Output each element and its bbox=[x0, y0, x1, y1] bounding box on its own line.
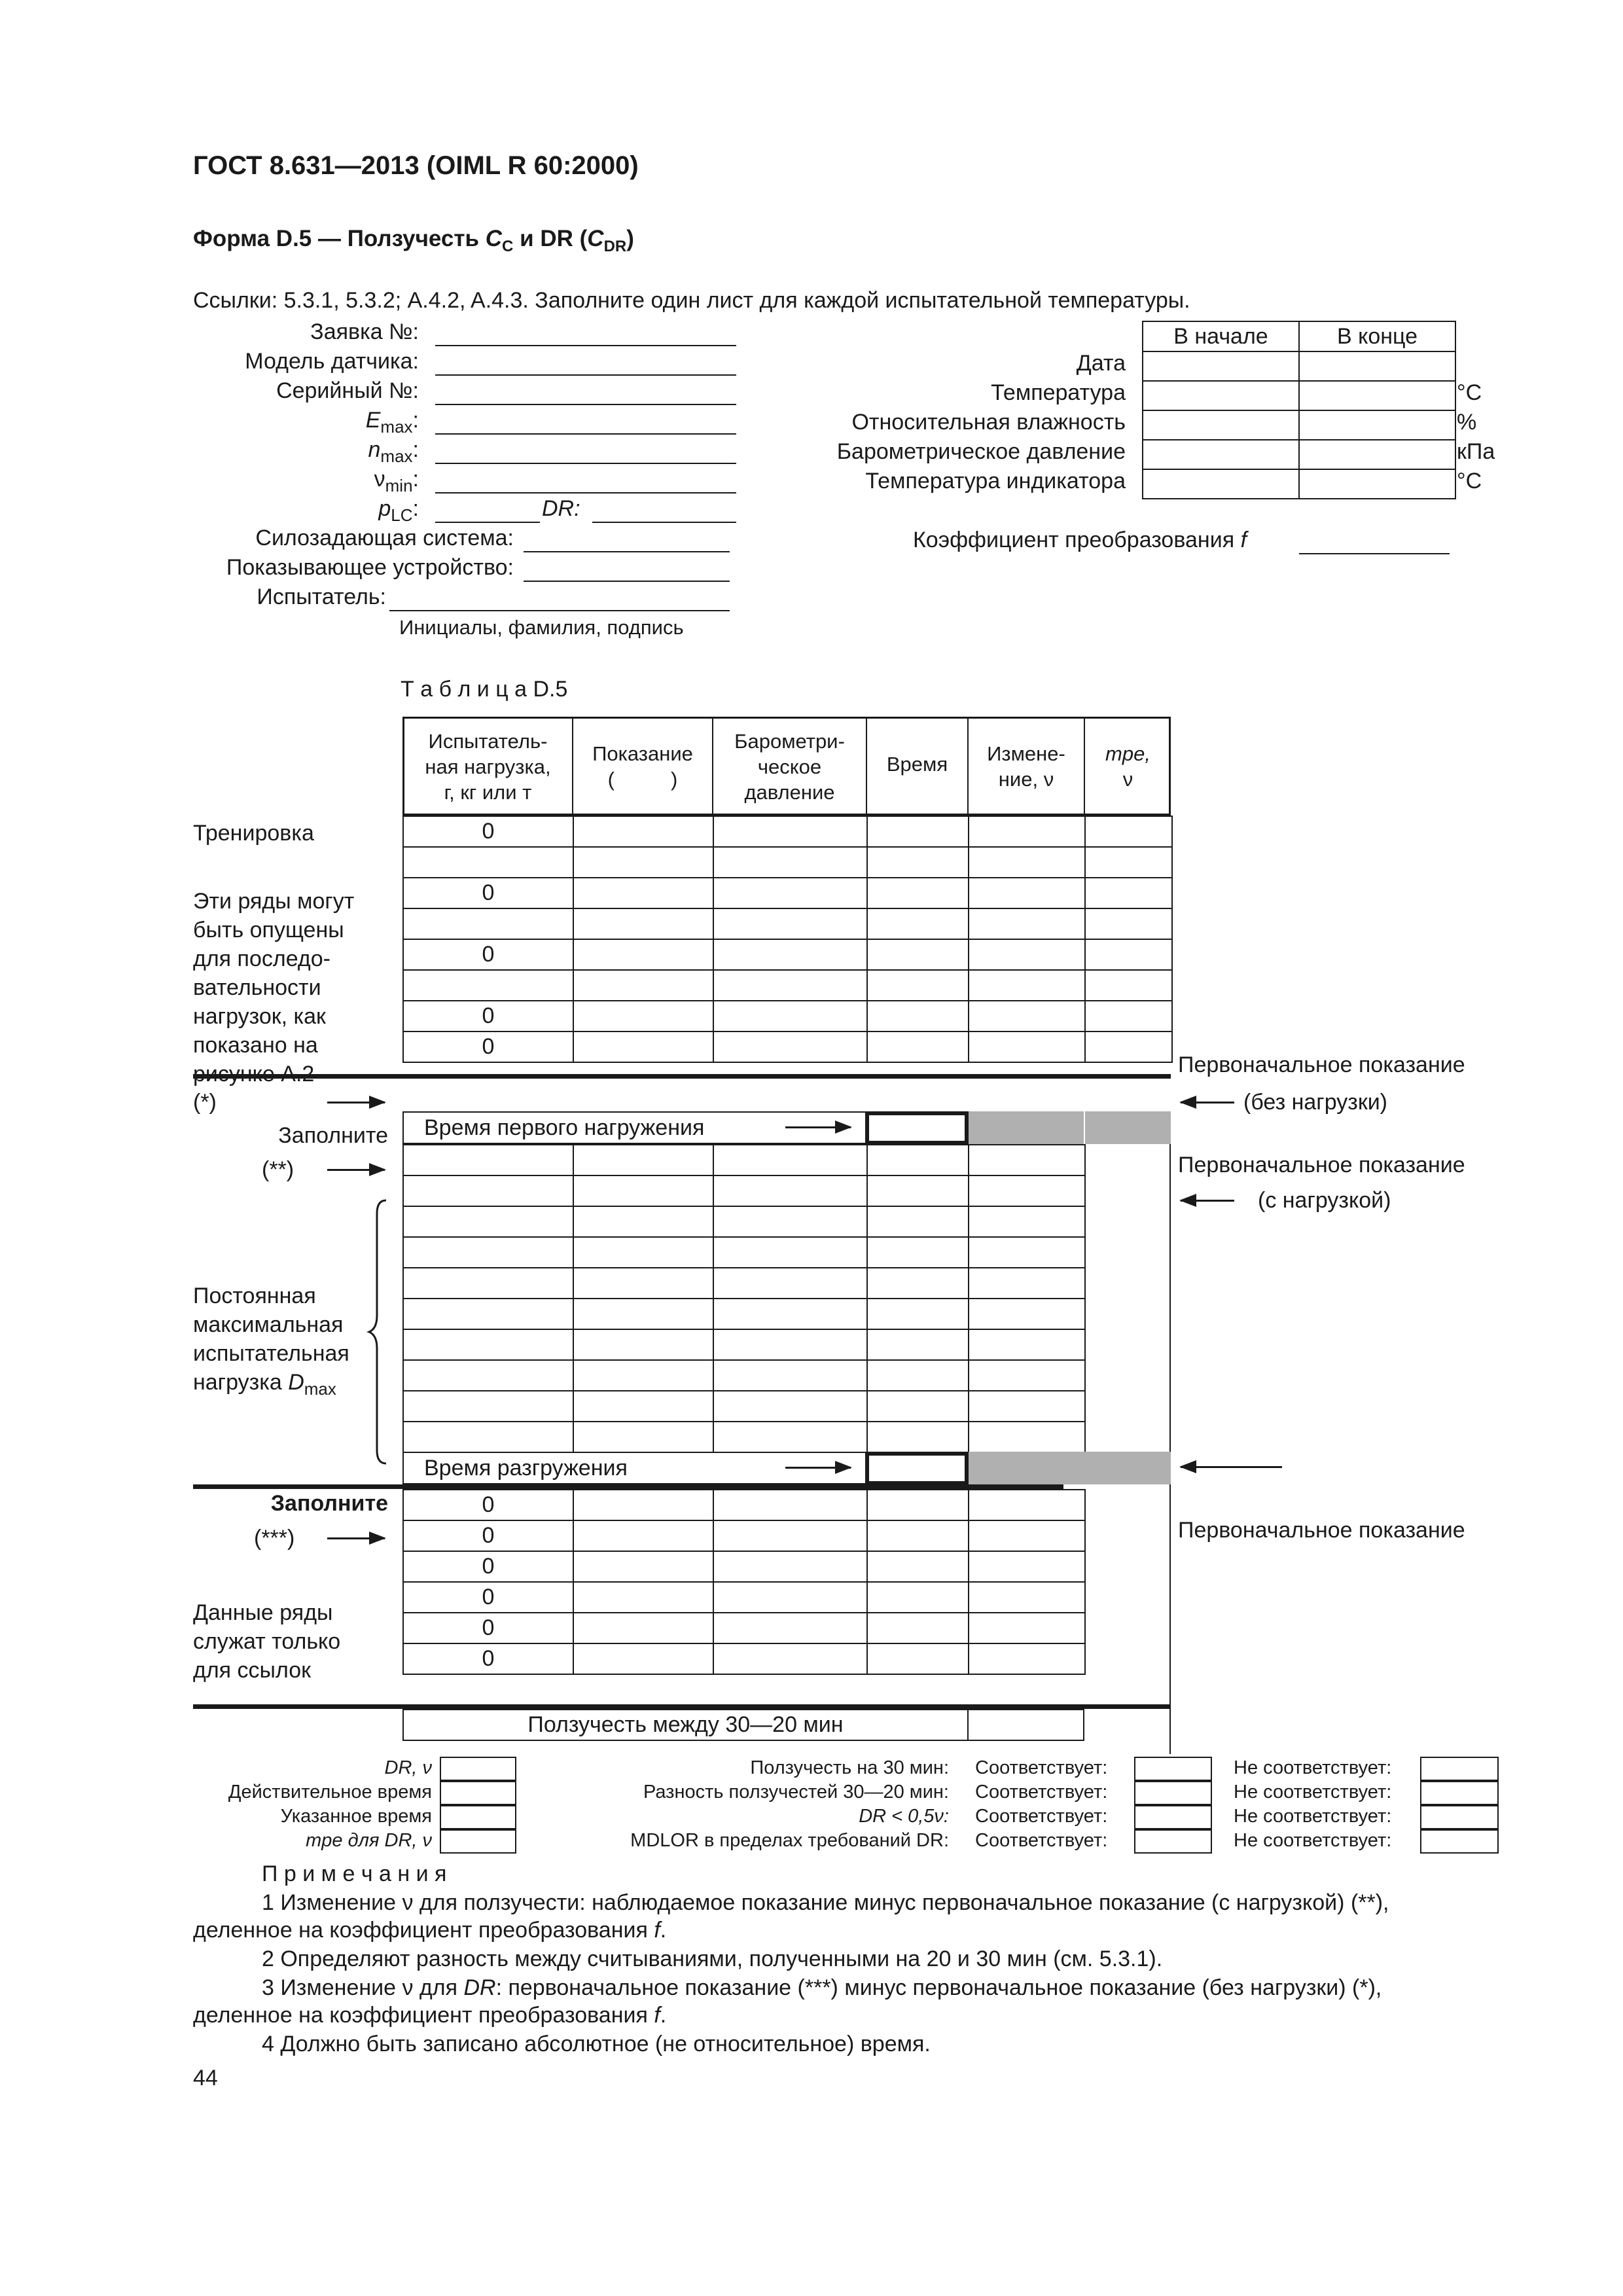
indicator-temp-end-cell[interactable] bbox=[1299, 469, 1455, 499]
pressure-start-cell[interactable] bbox=[1143, 440, 1299, 469]
table-row bbox=[403, 1001, 1172, 1031]
table-row bbox=[403, 908, 1172, 939]
table-row bbox=[403, 939, 1172, 970]
table-row bbox=[403, 1360, 1085, 1391]
nmax-label: $n_{max}$: bbox=[368, 437, 419, 466]
summary-dr-box[interactable] bbox=[440, 1757, 516, 1781]
training-label: Тренировка bbox=[193, 821, 314, 846]
table-row bbox=[403, 1145, 1085, 1175]
condition-unit-humidity: % bbox=[1457, 410, 1477, 435]
coef-field[interactable] bbox=[1299, 553, 1450, 554]
complies-box[interactable] bbox=[1134, 1829, 1212, 1854]
complies-box[interactable] bbox=[1134, 1757, 1212, 1781]
summary-mpe-box[interactable] bbox=[440, 1829, 516, 1854]
gray-fill bbox=[969, 1111, 1171, 1144]
unload-time-label: Время разгружения bbox=[424, 1456, 628, 1480]
initial-reading-label-2: Первоначальное показание bbox=[1178, 1153, 1465, 1177]
indicator-label: Показывающее устройство: bbox=[226, 555, 514, 580]
table-row bbox=[403, 1551, 1085, 1582]
header-time: Время bbox=[886, 753, 948, 776]
not-complies-label: Не соответствует: bbox=[1234, 1782, 1392, 1803]
summary-indicated-time-box[interactable] bbox=[440, 1805, 516, 1829]
table-row bbox=[403, 1520, 1085, 1551]
load-cell: 0 bbox=[403, 939, 573, 970]
table-row bbox=[403, 1268, 1085, 1299]
conditions-table bbox=[1142, 321, 1456, 499]
no-load-label: (без нагрузки) bbox=[1243, 1090, 1388, 1115]
table-caption: Т а б л и ц а D.5 bbox=[401, 677, 568, 702]
table-row bbox=[403, 878, 1172, 908]
load-cell: 0 bbox=[403, 1520, 573, 1551]
condition-label-date: Дата bbox=[1076, 351, 1126, 376]
application-label: Заявка №: bbox=[310, 319, 419, 344]
load-cell: 0 bbox=[403, 816, 573, 847]
table-row bbox=[403, 1490, 1085, 1520]
serial-label: Серийный №: bbox=[276, 378, 419, 403]
serial-field[interactable] bbox=[435, 404, 736, 405]
indicator-field[interactable] bbox=[524, 581, 730, 582]
main-table-block-b bbox=[402, 1144, 1086, 1453]
note-4: 4 Должно быть записано абсолютное (не относительное) время. bbox=[262, 2032, 931, 2056]
emax-field[interactable] bbox=[435, 433, 736, 435]
table-row bbox=[403, 1237, 1085, 1268]
arrow-left-icon bbox=[1181, 1102, 1234, 1103]
star2-label: (**) bbox=[262, 1157, 294, 1182]
indicator-temp-start-cell[interactable] bbox=[1143, 469, 1299, 499]
model-label: Модель датчика: bbox=[245, 349, 419, 374]
with-load-label: (с нагрузкой) bbox=[1258, 1188, 1391, 1213]
humidity-end-cell[interactable] bbox=[1299, 410, 1455, 440]
application-field[interactable] bbox=[435, 345, 736, 346]
force-system-field[interactable] bbox=[524, 551, 730, 552]
arrow-right-icon bbox=[327, 1102, 385, 1103]
plc-label: $p_{LC}$: bbox=[378, 496, 419, 525]
section-divider bbox=[193, 1484, 1063, 1489]
table-row bbox=[403, 1206, 1085, 1237]
date-start-cell[interactable] bbox=[1143, 351, 1299, 381]
load-cell: 0 bbox=[403, 1643, 573, 1674]
emax-label: $E_{max}$: bbox=[365, 408, 419, 437]
temperature-start-cell[interactable] bbox=[1143, 381, 1299, 410]
humidity-start-cell[interactable] bbox=[1143, 410, 1299, 440]
model-field[interactable] bbox=[435, 374, 736, 376]
may-omit-label: Эти ряды могут быть опущены для последо- вательности нагрузок, как показано на рисунке A.2 bbox=[193, 889, 355, 1086]
note-1a: 1 Изменение ν для ползучести: наблюдаемое показание минус первоначальное показание (с нагрузкой) (**), bbox=[262, 1890, 1389, 1915]
condition-label-temperature: Температура bbox=[991, 380, 1126, 405]
note-2: 2 Определяют разность между считываниями, полученными на 20 и 30 мин (см. 5.3.1). bbox=[262, 1946, 1163, 1971]
table-row bbox=[403, 1391, 1085, 1422]
load-cell: 0 bbox=[403, 1001, 573, 1031]
table-row bbox=[403, 1031, 1172, 1062]
notes-heading: П р и м е ч а н и я bbox=[262, 1861, 447, 1886]
arrow-left-icon bbox=[1181, 1466, 1282, 1468]
arrow-right-icon bbox=[327, 1169, 385, 1171]
load-cell: 0 bbox=[403, 1031, 573, 1062]
summary-mpe-label: mpe для DR, ν bbox=[306, 1830, 432, 1851]
main-table-block-c bbox=[402, 1489, 1086, 1675]
pressure-end-cell[interactable] bbox=[1299, 440, 1455, 469]
conditions-header-end: В конце bbox=[1299, 321, 1455, 351]
summary-dr-half-label: DR < 0,5ν: bbox=[859, 1806, 949, 1827]
note-1b: деленное на коэффициент преобразования f. bbox=[193, 1918, 667, 1943]
plc-field[interactable] bbox=[435, 522, 540, 523]
summary-actual-time-label: Действительное время bbox=[228, 1782, 432, 1803]
main-table-block-a bbox=[402, 816, 1173, 1063]
table-row bbox=[403, 1643, 1085, 1674]
nmax-field[interactable] bbox=[435, 463, 736, 464]
table-row bbox=[403, 1329, 1085, 1360]
star3-label: (***) bbox=[254, 1526, 295, 1551]
header-baro: Барометри- ческое давление bbox=[734, 730, 845, 804]
header-load: Испытатель- ная нагрузка, г, кг или т bbox=[425, 730, 551, 804]
arrow-right-icon bbox=[327, 1537, 385, 1539]
tester-field[interactable] bbox=[389, 610, 730, 611]
not-complies-label: Не соответствует: bbox=[1234, 1757, 1392, 1778]
not-complies-label: Не соответствует: bbox=[1234, 1806, 1392, 1827]
condition-unit-indicator-temp: °C bbox=[1457, 469, 1482, 493]
star1-label: (*) bbox=[193, 1090, 217, 1115]
fill-label-2: Заполните bbox=[270, 1491, 388, 1516]
conditions-header-start: В начале bbox=[1143, 321, 1299, 351]
condition-label-pressure: Барометрическое давление bbox=[836, 439, 1126, 464]
constant-load-label: Постоянная максимальная испытательная нагрузка $D_{max}$ bbox=[193, 1283, 349, 1399]
load-cell: 0 bbox=[403, 1582, 573, 1613]
complies-label: Соответствует: bbox=[975, 1830, 1108, 1851]
initial-reading-label-3: Первоначальное показание bbox=[1178, 1518, 1465, 1543]
tester-label: Испытатель: bbox=[257, 584, 386, 609]
summary-mdlor-label: MDLOR в пределах требований DR: bbox=[630, 1830, 949, 1851]
load-cell: 0 bbox=[403, 1490, 573, 1520]
table-row bbox=[403, 1582, 1085, 1613]
table-row bbox=[403, 1175, 1085, 1206]
page-number: 44 bbox=[193, 2066, 218, 2090]
not-complies-box[interactable] bbox=[1420, 1757, 1499, 1781]
header-change: Измене- ние, ν bbox=[987, 742, 1065, 791]
document-title: ГОСТ 8.631—2013 (OIML R 60:2000) bbox=[193, 151, 639, 180]
not-complies-box[interactable] bbox=[1420, 1781, 1499, 1805]
header-mpe: mpe, ν bbox=[1105, 742, 1150, 791]
initial-reading-label-1: Первоначальное показание bbox=[1178, 1052, 1465, 1077]
header-reading: Показание ( ) bbox=[592, 742, 693, 791]
table-row bbox=[403, 1422, 1085, 1452]
table-row bbox=[403, 816, 1172, 847]
first-load-time-box[interactable] bbox=[865, 1111, 969, 1145]
dr-label: DR: bbox=[542, 496, 580, 521]
vmin-field[interactable] bbox=[435, 492, 736, 493]
unload-time-box[interactable] bbox=[865, 1452, 969, 1485]
signature-caption: Инициалы, фамилия, подпись bbox=[399, 616, 684, 639]
summary-creep-diff-label: Разность ползучестей 30—20 мин: bbox=[643, 1782, 949, 1803]
coef-label: Коэффициент преобразования f bbox=[913, 528, 1247, 552]
force-system-label: Силозадающая система: bbox=[255, 526, 514, 550]
summary-dr-label: DR, ν bbox=[384, 1757, 432, 1778]
reference-rows-label: Данные ряды служат только для ссылок bbox=[193, 1600, 341, 1683]
creep-between-label: Ползучесть между 30—20 мин bbox=[527, 1712, 844, 1737]
section-divider bbox=[193, 1704, 1171, 1709]
arrow-right-icon bbox=[785, 1467, 851, 1469]
brace-icon bbox=[366, 1198, 393, 1466]
fill-label-1: Заполните bbox=[278, 1123, 388, 1148]
summary-indicated-time-label: Указанное время bbox=[280, 1806, 432, 1827]
not-complies-box[interactable] bbox=[1420, 1829, 1499, 1854]
complies-label: Соответствует: bbox=[975, 1757, 1108, 1778]
summary-creep30-label: Ползучесть на 30 мин: bbox=[750, 1757, 949, 1778]
not-complies-box[interactable] bbox=[1420, 1805, 1499, 1829]
condition-label-humidity: Относительная влажность bbox=[851, 410, 1126, 435]
complies-label: Соответствует: bbox=[975, 1782, 1108, 1803]
gray-fill bbox=[969, 1452, 1171, 1484]
load-cell: 0 bbox=[403, 1613, 573, 1643]
dr-field[interactable] bbox=[592, 522, 736, 523]
note-3b: деленное на коэффициент преобразования f. bbox=[193, 2003, 667, 2028]
load-cell: 0 bbox=[403, 878, 573, 908]
temperature-end-cell[interactable] bbox=[1299, 381, 1455, 410]
arrow-right-icon bbox=[785, 1126, 851, 1128]
complies-label: Соответствует: bbox=[975, 1806, 1108, 1827]
table-row bbox=[403, 1613, 1085, 1643]
complies-box[interactable] bbox=[1134, 1781, 1212, 1805]
condition-unit-temperature: °C bbox=[1457, 380, 1482, 405]
summary-actual-time-box[interactable] bbox=[440, 1781, 516, 1805]
table-row bbox=[403, 847, 1172, 878]
condition-unit-pressure: кПа bbox=[1457, 439, 1495, 464]
first-load-time-label: Время первого нагружения bbox=[424, 1115, 705, 1140]
load-cell: 0 bbox=[403, 1551, 573, 1582]
condition-label-indicator-temp: Температура индикатора bbox=[865, 469, 1126, 493]
complies-box[interactable] bbox=[1134, 1805, 1212, 1829]
table-row bbox=[403, 970, 1172, 1001]
not-complies-label: Не соответствует: bbox=[1234, 1830, 1392, 1851]
form-title: Форма D.5 — Ползучесть $C_C$ и DR $(C_{DR})$ bbox=[193, 226, 634, 255]
table-row bbox=[403, 1299, 1085, 1329]
date-end-cell[interactable] bbox=[1299, 351, 1455, 381]
note-3a: 3 Изменение ν для DR: первоначальное показание (***) минус первоначальное показание (без нагрузки) (*), bbox=[262, 1975, 1382, 2000]
references-text: Ссылки: 5.3.1, 5.3.2; A.4.2, A.4.3. Заполните один лист для каждой испытательной температуры. bbox=[193, 288, 1190, 313]
vmin-label: $\nu_{min}$: bbox=[374, 467, 419, 495]
arrow-left-icon bbox=[1181, 1200, 1234, 1202]
